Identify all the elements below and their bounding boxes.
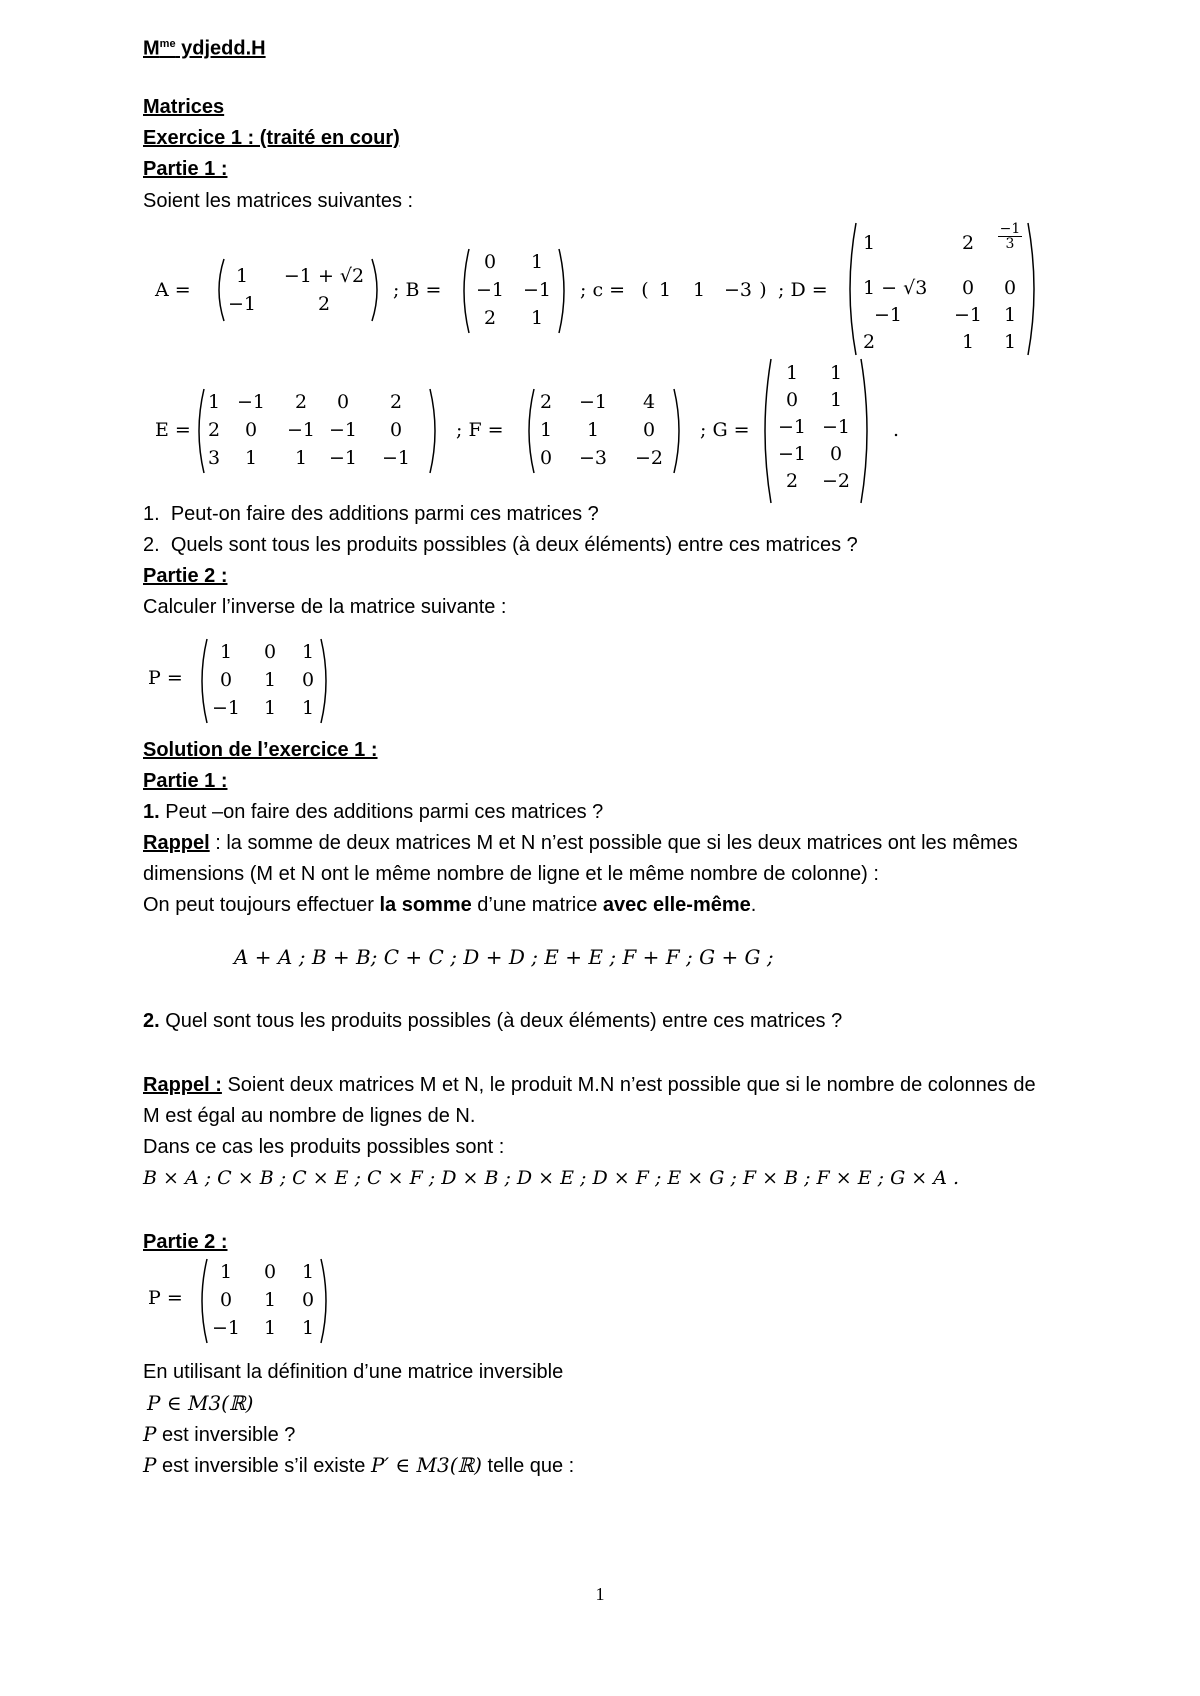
exercise-title: Exercice 1 : (traité en cour) bbox=[143, 127, 400, 149]
matrix-g-cell: 1 bbox=[829, 362, 843, 384]
sums-formula: A + A ; B + B; C + C ; D + D ; E + E ; F + F ; G + G ; bbox=[234, 945, 774, 969]
matrix-d-cell: 1 bbox=[1003, 331, 1017, 353]
solution-title: Solution de l’exercice 1 : bbox=[143, 739, 378, 761]
page-number: 1 bbox=[595, 1584, 605, 1604]
matrix-e-cell: 0 bbox=[389, 419, 403, 441]
matrix-b-cell: 1 bbox=[530, 251, 544, 273]
matrix-d-cell: 2 bbox=[863, 331, 876, 353]
matrix-e-cell: 0 bbox=[244, 419, 258, 441]
matrix-p-cell: 0 bbox=[301, 669, 315, 691]
matrix-p-cell: 1 bbox=[301, 697, 315, 719]
matrix-e-cell: 1 bbox=[294, 447, 308, 469]
rappel-2-line-2: M est égal au nombre de lignes de N. bbox=[143, 1105, 476, 1127]
matrix-f-cell: 0 bbox=[642, 419, 656, 441]
matrix-p2-cell: −1 bbox=[211, 1317, 240, 1339]
matrix-a bbox=[213, 258, 383, 322]
question-2: 2. Quels sont tous les produits possibles (à deux éléments) entre ces matrices ? bbox=[143, 534, 858, 556]
matrix-e-cell: 1 bbox=[207, 391, 221, 413]
matrix-p2-cell: 1 bbox=[301, 1261, 315, 1283]
matrix-g-cell: −2 bbox=[821, 470, 850, 492]
page-title: Matrices bbox=[143, 96, 225, 118]
author-header: $M^{me}$ ydjedd.H bbox=[143, 37, 266, 60]
matrix-g-cell: 1 bbox=[785, 362, 799, 384]
matrix-f-cell: 2 bbox=[539, 391, 553, 413]
sol-part2-line-4: P est inversible s’il existe P′ ∈ M3(ℝ) telle que : bbox=[143, 1453, 575, 1477]
matrix-p2-cell: 1 bbox=[219, 1261, 233, 1283]
matrix-b-cell: 2 bbox=[483, 307, 497, 329]
matrix-c-cell: −3 bbox=[723, 279, 752, 301]
matrix-a-cell: −1 + √2 bbox=[283, 265, 365, 287]
matrix-d-cell: 1 bbox=[863, 232, 876, 254]
matrix-f-cell: −2 bbox=[634, 447, 663, 469]
matrix-e-label: E = bbox=[155, 419, 191, 441]
matrix-d-fraction: $\frac{-1}{3}$ bbox=[999, 221, 1021, 252]
matrix-c-paren-right: ) bbox=[759, 279, 767, 301]
matrix-d-cell: 1 bbox=[961, 331, 975, 353]
matrix-d-cell: −1 bbox=[873, 304, 902, 326]
matrix-g-cell: −1 bbox=[777, 443, 806, 465]
matrix-e bbox=[193, 388, 441, 474]
matrix-p2-cell: 1 bbox=[263, 1289, 277, 1311]
matrix-p-cell: 1 bbox=[301, 641, 315, 663]
matrix-f-cell: 1 bbox=[539, 419, 553, 441]
matrix-p-cell: 0 bbox=[263, 641, 277, 663]
matrix-e-cell: 2 bbox=[294, 391, 308, 413]
matrix-d-cell: 0 bbox=[1003, 277, 1017, 299]
part1-intro: Soient les matrices suivantes : bbox=[143, 190, 414, 212]
matrix-d-cell: 1 bbox=[1003, 304, 1017, 326]
matrix-b-cell: −1 bbox=[475, 279, 504, 301]
sol-part2-line-1: En utilisant la définition d’une matrice inversible bbox=[143, 1361, 564, 1383]
matrix-p2-cell: 1 bbox=[263, 1317, 277, 1339]
sol-part2-line-3: P est inversible ? bbox=[143, 1422, 296, 1446]
matrix-e-cell: −1 bbox=[381, 447, 410, 469]
rappel-1-line-1: Rappel : la somme de deux matrices M et N n’est possible que si les deux matrices ont les mêmes bbox=[143, 832, 1018, 854]
matrix-f bbox=[523, 388, 685, 474]
solution-question-2: 2. Quel sont tous les produits possibles (à deux éléments) entre ces matrices ? bbox=[143, 1010, 843, 1032]
matrix-f-cell: −3 bbox=[578, 447, 607, 469]
matrix-g-label: ; G = bbox=[700, 419, 750, 441]
matrix-g-end: . bbox=[893, 419, 900, 441]
matrix-a-cell: −1 bbox=[227, 293, 256, 315]
matrix-e-cell: 2 bbox=[389, 391, 403, 413]
solution-part2-title: Partie 2 : bbox=[143, 1231, 228, 1253]
matrix-e-cell: 3 bbox=[207, 447, 221, 469]
matrix-p-2 bbox=[196, 1258, 332, 1344]
solution-part1-title: Partie 1 : bbox=[143, 770, 228, 792]
matrix-b-cell: −1 bbox=[522, 279, 551, 301]
matrix-e-cell: 0 bbox=[336, 391, 350, 413]
products-formula: B × A ; C × B ; C × E ; C × F ; D × B ; D × E ; D × F ; E × G ; F × B ; F × E ; G × A . bbox=[143, 1167, 960, 1189]
matrix-c-cell: 1 bbox=[658, 279, 672, 301]
matrix-e-cell: 2 bbox=[207, 419, 221, 441]
matrix-p-cell: −1 bbox=[211, 697, 240, 719]
matrix-p2-cell: 1 bbox=[301, 1317, 315, 1339]
matrix-b bbox=[458, 248, 570, 334]
matrix-a-cell: 1 bbox=[235, 265, 249, 287]
matrix-e-cell: 1 bbox=[244, 447, 258, 469]
matrix-g-cell: 0 bbox=[829, 443, 843, 465]
matrix-e-cell: −1 bbox=[286, 419, 315, 441]
matrix-d-cell: −1 bbox=[953, 304, 982, 326]
matrix-p-cell: 0 bbox=[219, 669, 233, 691]
matrix-e-cell: −1 bbox=[328, 419, 357, 441]
matrix-e-cell: −1 bbox=[236, 391, 265, 413]
matrix-f-cell: 0 bbox=[539, 447, 553, 469]
matrix-p-cell: 1 bbox=[219, 641, 233, 663]
part1-title: Partie 1 : bbox=[143, 158, 228, 180]
matrix-e-cell: −1 bbox=[328, 447, 357, 469]
matrix-c-paren-left: ( bbox=[641, 279, 649, 301]
sol-part2-line-2: P ∈ M3(ℝ) bbox=[147, 1391, 254, 1415]
matrix-c-label: ; c = bbox=[580, 279, 626, 301]
rappel-1-line-3: On peut toujours effectuer la somme d’une matrice avec elle-même. bbox=[143, 894, 757, 916]
matrix-p bbox=[196, 638, 332, 724]
matrix-f-cell: 1 bbox=[586, 419, 600, 441]
matrix-p2-label: P = bbox=[148, 1287, 183, 1309]
matrix-p-cell: 1 bbox=[263, 697, 277, 719]
matrix-g bbox=[758, 358, 874, 504]
matrix-p-cell: 1 bbox=[263, 669, 277, 691]
matrix-c-cell: 1 bbox=[692, 279, 706, 301]
matrix-p2-cell: 0 bbox=[263, 1261, 277, 1283]
matrix-b-label: ; B = bbox=[393, 279, 442, 301]
matrix-p2-cell: 0 bbox=[219, 1289, 233, 1311]
matrix-p-label: P = bbox=[148, 667, 183, 689]
matrix-d-label: ; D = bbox=[778, 279, 828, 301]
matrix-d-cell: 1 − √3 bbox=[863, 277, 928, 299]
matrix-g-cell: −1 bbox=[821, 416, 850, 438]
rappel-2-line-1: Rappel : Soient deux matrices M et N, le produit M.N n’est possible que si le nombre de colonnes de bbox=[143, 1074, 1036, 1096]
matrix-d-cell: 2 bbox=[961, 232, 975, 254]
part2-title: Partie 2 : bbox=[143, 565, 228, 587]
matrix-b-cell: 0 bbox=[483, 251, 497, 273]
matrix-f-cell: −1 bbox=[578, 391, 607, 413]
matrix-d bbox=[843, 222, 1041, 356]
matrix-g-cell: −1 bbox=[777, 416, 806, 438]
matrix-a-label: A = bbox=[155, 279, 191, 301]
part2-intro: Calculer l’inverse de la matrice suivante : bbox=[143, 596, 507, 618]
matrix-g-cell: 2 bbox=[785, 470, 799, 492]
matrix-f-label: ; F = bbox=[456, 419, 504, 441]
matrix-p2-cell: 0 bbox=[301, 1289, 315, 1311]
matrix-g-cell: 1 bbox=[829, 389, 843, 411]
matrix-d-cell: 0 bbox=[961, 277, 975, 299]
matrix-c bbox=[640, 276, 768, 304]
solution-question-1: 1. Peut –on faire des additions parmi ces matrices ? bbox=[143, 801, 604, 823]
matrix-g-cell: 0 bbox=[785, 389, 799, 411]
question-1: 1. Peut-on faire des additions parmi ces matrices ? bbox=[143, 503, 599, 525]
matrix-a-cell: 2 bbox=[317, 293, 331, 315]
matrix-b-cell: 1 bbox=[530, 307, 544, 329]
rappel-2-line-3: Dans ce cas les produits possibles sont : bbox=[143, 1136, 505, 1158]
matrix-f-cell: 4 bbox=[642, 391, 656, 413]
rappel-1-line-2: dimensions (M et N ont le même nombre de ligne et le même nombre de colonne) : bbox=[143, 863, 879, 885]
